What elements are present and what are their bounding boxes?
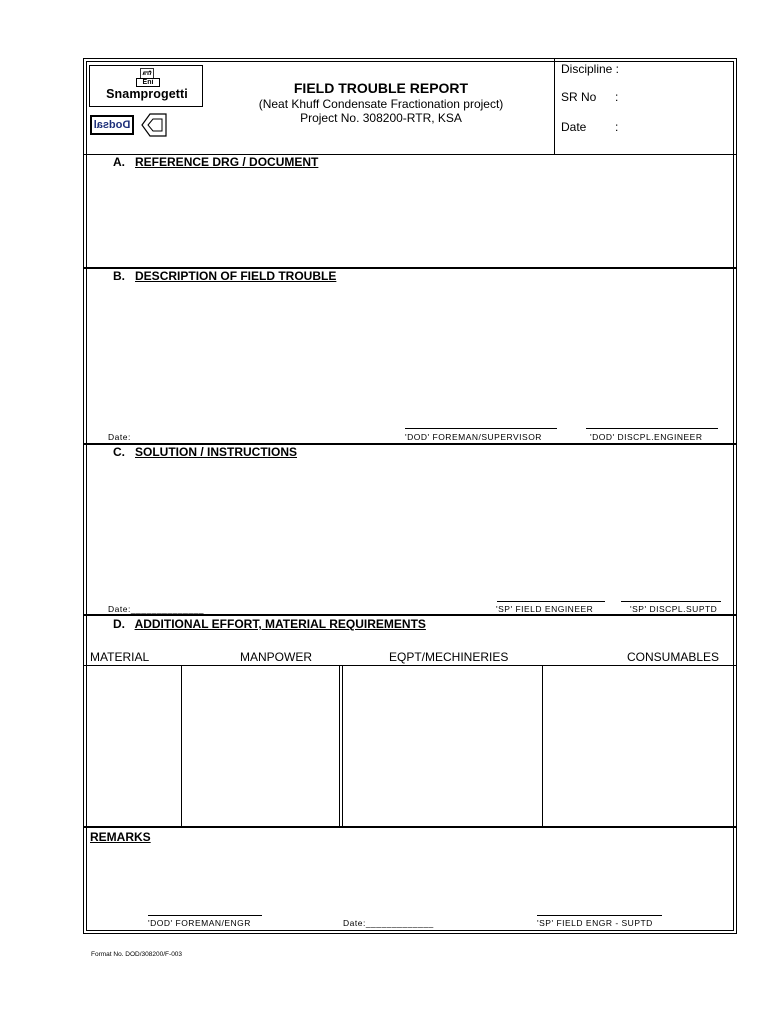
section-c-sig2-line xyxy=(621,601,721,602)
dodsal-emblem-icon xyxy=(138,111,168,139)
section-c-sig1-line xyxy=(497,601,605,602)
remarks-sig1: 'DOD' FOREMAN/ENGR xyxy=(148,918,251,928)
section-a-letter: A. xyxy=(113,155,125,169)
dodsal-label-box xyxy=(90,115,134,135)
section-c-heading xyxy=(113,445,297,459)
section-c-sig2: 'SP' DISCPL.SUPTD xyxy=(630,604,718,614)
dodsal-label: Dodsal xyxy=(93,119,131,131)
report-title: FIELD TROUBLE REPORT xyxy=(293,80,469,96)
section-d-bottom-line xyxy=(83,826,737,828)
section-c-bottom-line xyxy=(83,614,737,616)
column-eqpt: EQPT/MECHINERIES xyxy=(389,650,509,664)
column-material: MATERIAL xyxy=(90,650,150,664)
format-number: Format No. DOD/308200/F-003 xyxy=(91,951,183,958)
remarks-heading xyxy=(90,830,151,844)
column-divider-2 xyxy=(339,665,340,827)
section-b-sig1-line xyxy=(405,428,557,429)
remarks-date-label: Date:_____________ xyxy=(343,918,434,928)
section-b-sig2: 'DOD' DISCPL.ENGINEER xyxy=(590,432,703,442)
section-a-heading xyxy=(113,155,318,169)
section-c-title: SOLUTION / INSTRUCTIONS xyxy=(135,445,298,459)
section-b-sig2-line xyxy=(586,428,718,429)
remarks-sig2: 'SP' FIELD ENGR - SUPTD xyxy=(537,918,653,928)
section-c-sig1: 'SP' FIELD ENGINEER xyxy=(496,604,594,614)
report-subtitle: (Neat Khuff Condensate Fractionation project) xyxy=(258,97,504,111)
section-b-date-label: Date: xyxy=(108,432,131,442)
header-area xyxy=(86,61,734,153)
section-d-letter: D. xyxy=(113,617,125,631)
snamprogetti-label: Snamprogetti xyxy=(106,87,188,101)
section-c-date-label: Date:______________ xyxy=(108,604,204,614)
date-colon: : xyxy=(615,120,619,134)
section-a-title: REFERENCE DRG / DOCUMENT xyxy=(135,155,319,169)
date-label: Date xyxy=(561,120,587,134)
dodsal-logo xyxy=(90,115,166,137)
eni-label: Eni xyxy=(136,78,160,87)
section-b-heading xyxy=(113,269,336,283)
form-inner-border xyxy=(86,61,734,931)
remarks-sig1-line xyxy=(148,915,262,916)
column-consumables: CONSUMABLES xyxy=(627,650,720,664)
column-divider-4 xyxy=(542,665,543,827)
section-b-title: DESCRIPTION OF FIELD TROUBLE xyxy=(135,269,337,283)
remarks-title: REMARKS xyxy=(90,830,151,844)
snamprogetti-logo xyxy=(89,65,203,107)
discipline-label: Discipline : xyxy=(561,62,620,76)
project-number: Project No. 308200-RTR, KSA xyxy=(300,111,462,125)
column-manpower: MANPOWER xyxy=(240,650,312,664)
section-b-sig1: 'DOD' FOREMAN/SUPERVISOR xyxy=(405,432,542,442)
sr-no-colon: : xyxy=(615,90,619,104)
section-d-heading xyxy=(113,617,426,631)
column-divider-3 xyxy=(342,665,343,827)
remarks-sig2-line xyxy=(537,915,662,916)
section-c-letter: C. xyxy=(113,445,125,459)
section-b-letter: B. xyxy=(113,269,125,283)
column-divider-1 xyxy=(181,665,182,827)
sr-no-label: SR No xyxy=(561,90,597,104)
header-divider xyxy=(554,58,555,154)
section-d-title: ADDITIONAL EFFORT, MATERIAL REQUIREMENTS xyxy=(134,617,426,631)
